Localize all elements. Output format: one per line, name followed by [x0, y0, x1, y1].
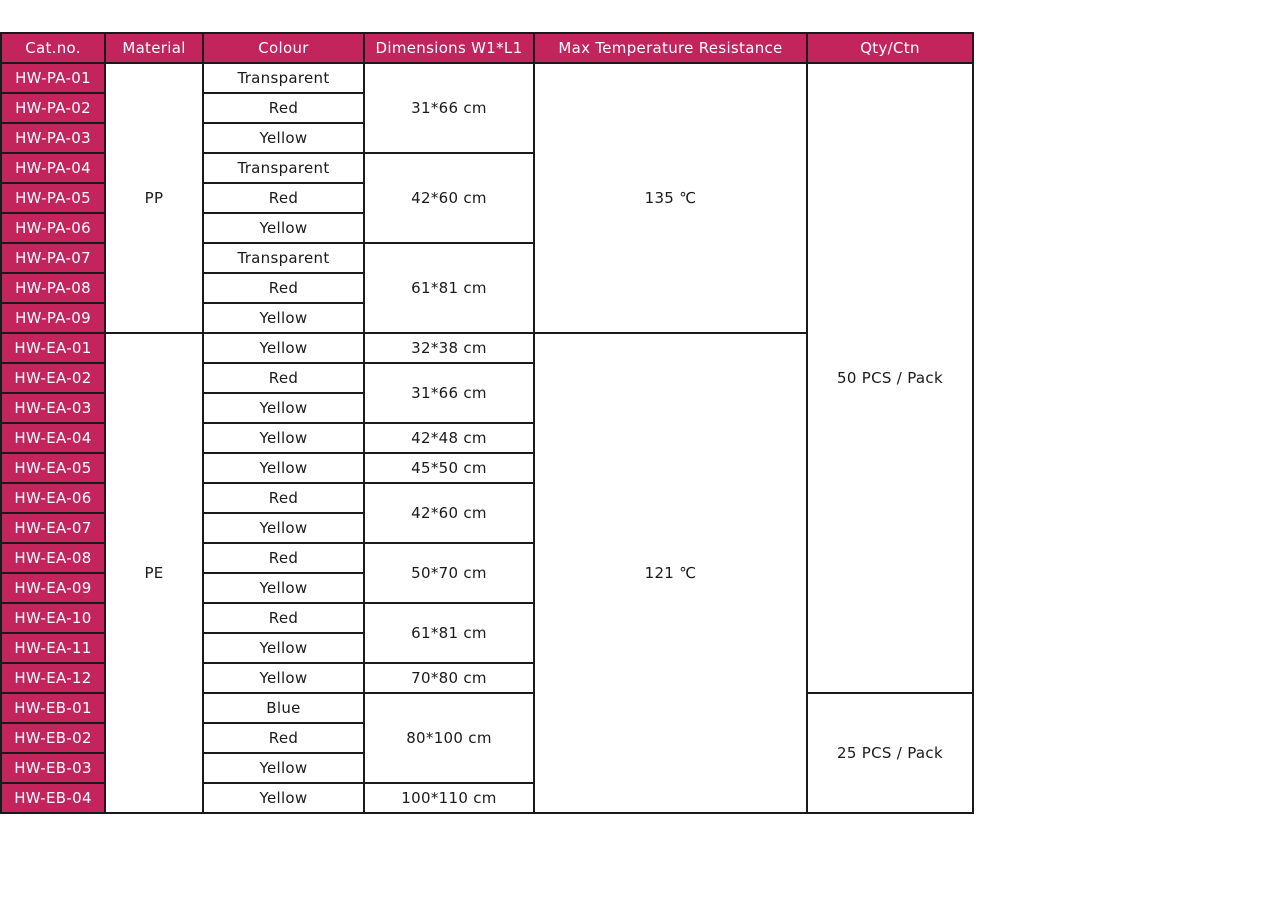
- cat-no-cell: HW-PA-03: [1, 123, 105, 153]
- colour-cell: Blue: [203, 693, 364, 723]
- dimensions-cell: 42*60 cm: [364, 153, 534, 243]
- cat-no-cell: HW-EA-02: [1, 363, 105, 393]
- cat-no-cell: HW-EA-04: [1, 423, 105, 453]
- colour-cell: Transparent: [203, 153, 364, 183]
- colour-cell: Yellow: [203, 513, 364, 543]
- cat-no-cell: HW-EA-07: [1, 513, 105, 543]
- cat-no-cell: HW-EB-03: [1, 753, 105, 783]
- dimensions-cell: 50*70 cm: [364, 543, 534, 603]
- dimensions-cell: 80*100 cm: [364, 693, 534, 783]
- colour-cell: Red: [203, 363, 364, 393]
- cat-no-cell: HW-PA-09: [1, 303, 105, 333]
- qty-cell: 25 PCS / Pack: [807, 693, 973, 813]
- colour-cell: Transparent: [203, 63, 364, 93]
- header-cat-no: Cat.no.: [1, 33, 105, 63]
- dimensions-cell: 42*60 cm: [364, 483, 534, 543]
- cat-no-cell: HW-PA-06: [1, 213, 105, 243]
- cat-no-cell: HW-EB-02: [1, 723, 105, 753]
- colour-cell: Yellow: [203, 663, 364, 693]
- header-material: Material: [105, 33, 203, 63]
- cat-no-cell: HW-PA-01: [1, 63, 105, 93]
- cat-no-cell: HW-EA-08: [1, 543, 105, 573]
- table-body: [1, 63, 973, 813]
- colour-cell: Red: [203, 723, 364, 753]
- cat-no-cell: HW-PA-05: [1, 183, 105, 213]
- colour-cell: Yellow: [203, 753, 364, 783]
- colour-cell: Red: [203, 183, 364, 213]
- colour-cell: Yellow: [203, 213, 364, 243]
- temperature-cell: 121 ℃: [534, 333, 807, 813]
- dimensions-cell: 32*38 cm: [364, 333, 534, 363]
- cat-no-cell: HW-PA-08: [1, 273, 105, 303]
- cat-no-cell: HW-PA-07: [1, 243, 105, 273]
- colour-cell: Yellow: [203, 423, 364, 453]
- colour-cell: Yellow: [203, 333, 364, 363]
- colour-cell: Yellow: [203, 633, 364, 663]
- cat-no-cell: HW-EB-04: [1, 783, 105, 813]
- product-spec-table: [0, 32, 974, 814]
- temperature-cell: 135 ℃: [534, 63, 807, 333]
- material-cell: PE: [105, 333, 203, 813]
- colour-cell: Transparent: [203, 243, 364, 273]
- cat-no-cell: HW-EA-01: [1, 333, 105, 363]
- table-row: [1, 63, 973, 93]
- header-max-temperature: Max Temperature Resistance: [534, 33, 807, 63]
- colour-cell: Yellow: [203, 123, 364, 153]
- colour-cell: Yellow: [203, 573, 364, 603]
- colour-cell: Red: [203, 273, 364, 303]
- header-row: [1, 33, 973, 63]
- dimensions-cell: 42*48 cm: [364, 423, 534, 453]
- colour-cell: Red: [203, 93, 364, 123]
- header-colour: Colour: [203, 33, 364, 63]
- cat-no-cell: HW-EB-01: [1, 693, 105, 723]
- cat-no-cell: HW-EA-11: [1, 633, 105, 663]
- cat-no-cell: HW-EA-12: [1, 663, 105, 693]
- cat-no-cell: HW-EA-03: [1, 393, 105, 423]
- dimensions-cell: 31*66 cm: [364, 363, 534, 423]
- dimensions-cell: 31*66 cm: [364, 63, 534, 153]
- dimensions-cell: 45*50 cm: [364, 453, 534, 483]
- cat-no-cell: HW-EA-05: [1, 453, 105, 483]
- dimensions-cell: 70*80 cm: [364, 663, 534, 693]
- colour-cell: Red: [203, 543, 364, 573]
- cat-no-cell: HW-EA-10: [1, 603, 105, 633]
- cat-no-cell: HW-PA-04: [1, 153, 105, 183]
- colour-cell: Yellow: [203, 303, 364, 333]
- header-qty-ctn: Qty/Ctn: [807, 33, 973, 63]
- colour-cell: Yellow: [203, 393, 364, 423]
- cat-no-cell: HW-EA-06: [1, 483, 105, 513]
- qty-cell: 50 PCS / Pack: [807, 63, 973, 693]
- cat-no-cell: HW-PA-02: [1, 93, 105, 123]
- colour-cell: Red: [203, 603, 364, 633]
- colour-cell: Yellow: [203, 453, 364, 483]
- dimensions-cell: 100*110 cm: [364, 783, 534, 813]
- cat-no-cell: HW-EA-09: [1, 573, 105, 603]
- material-cell: PP: [105, 63, 203, 333]
- header-dimensions: Dimensions W1*L1: [364, 33, 534, 63]
- colour-cell: Yellow: [203, 783, 364, 813]
- colour-cell: Red: [203, 483, 364, 513]
- dimensions-cell: 61*81 cm: [364, 243, 534, 333]
- dimensions-cell: 61*81 cm: [364, 603, 534, 663]
